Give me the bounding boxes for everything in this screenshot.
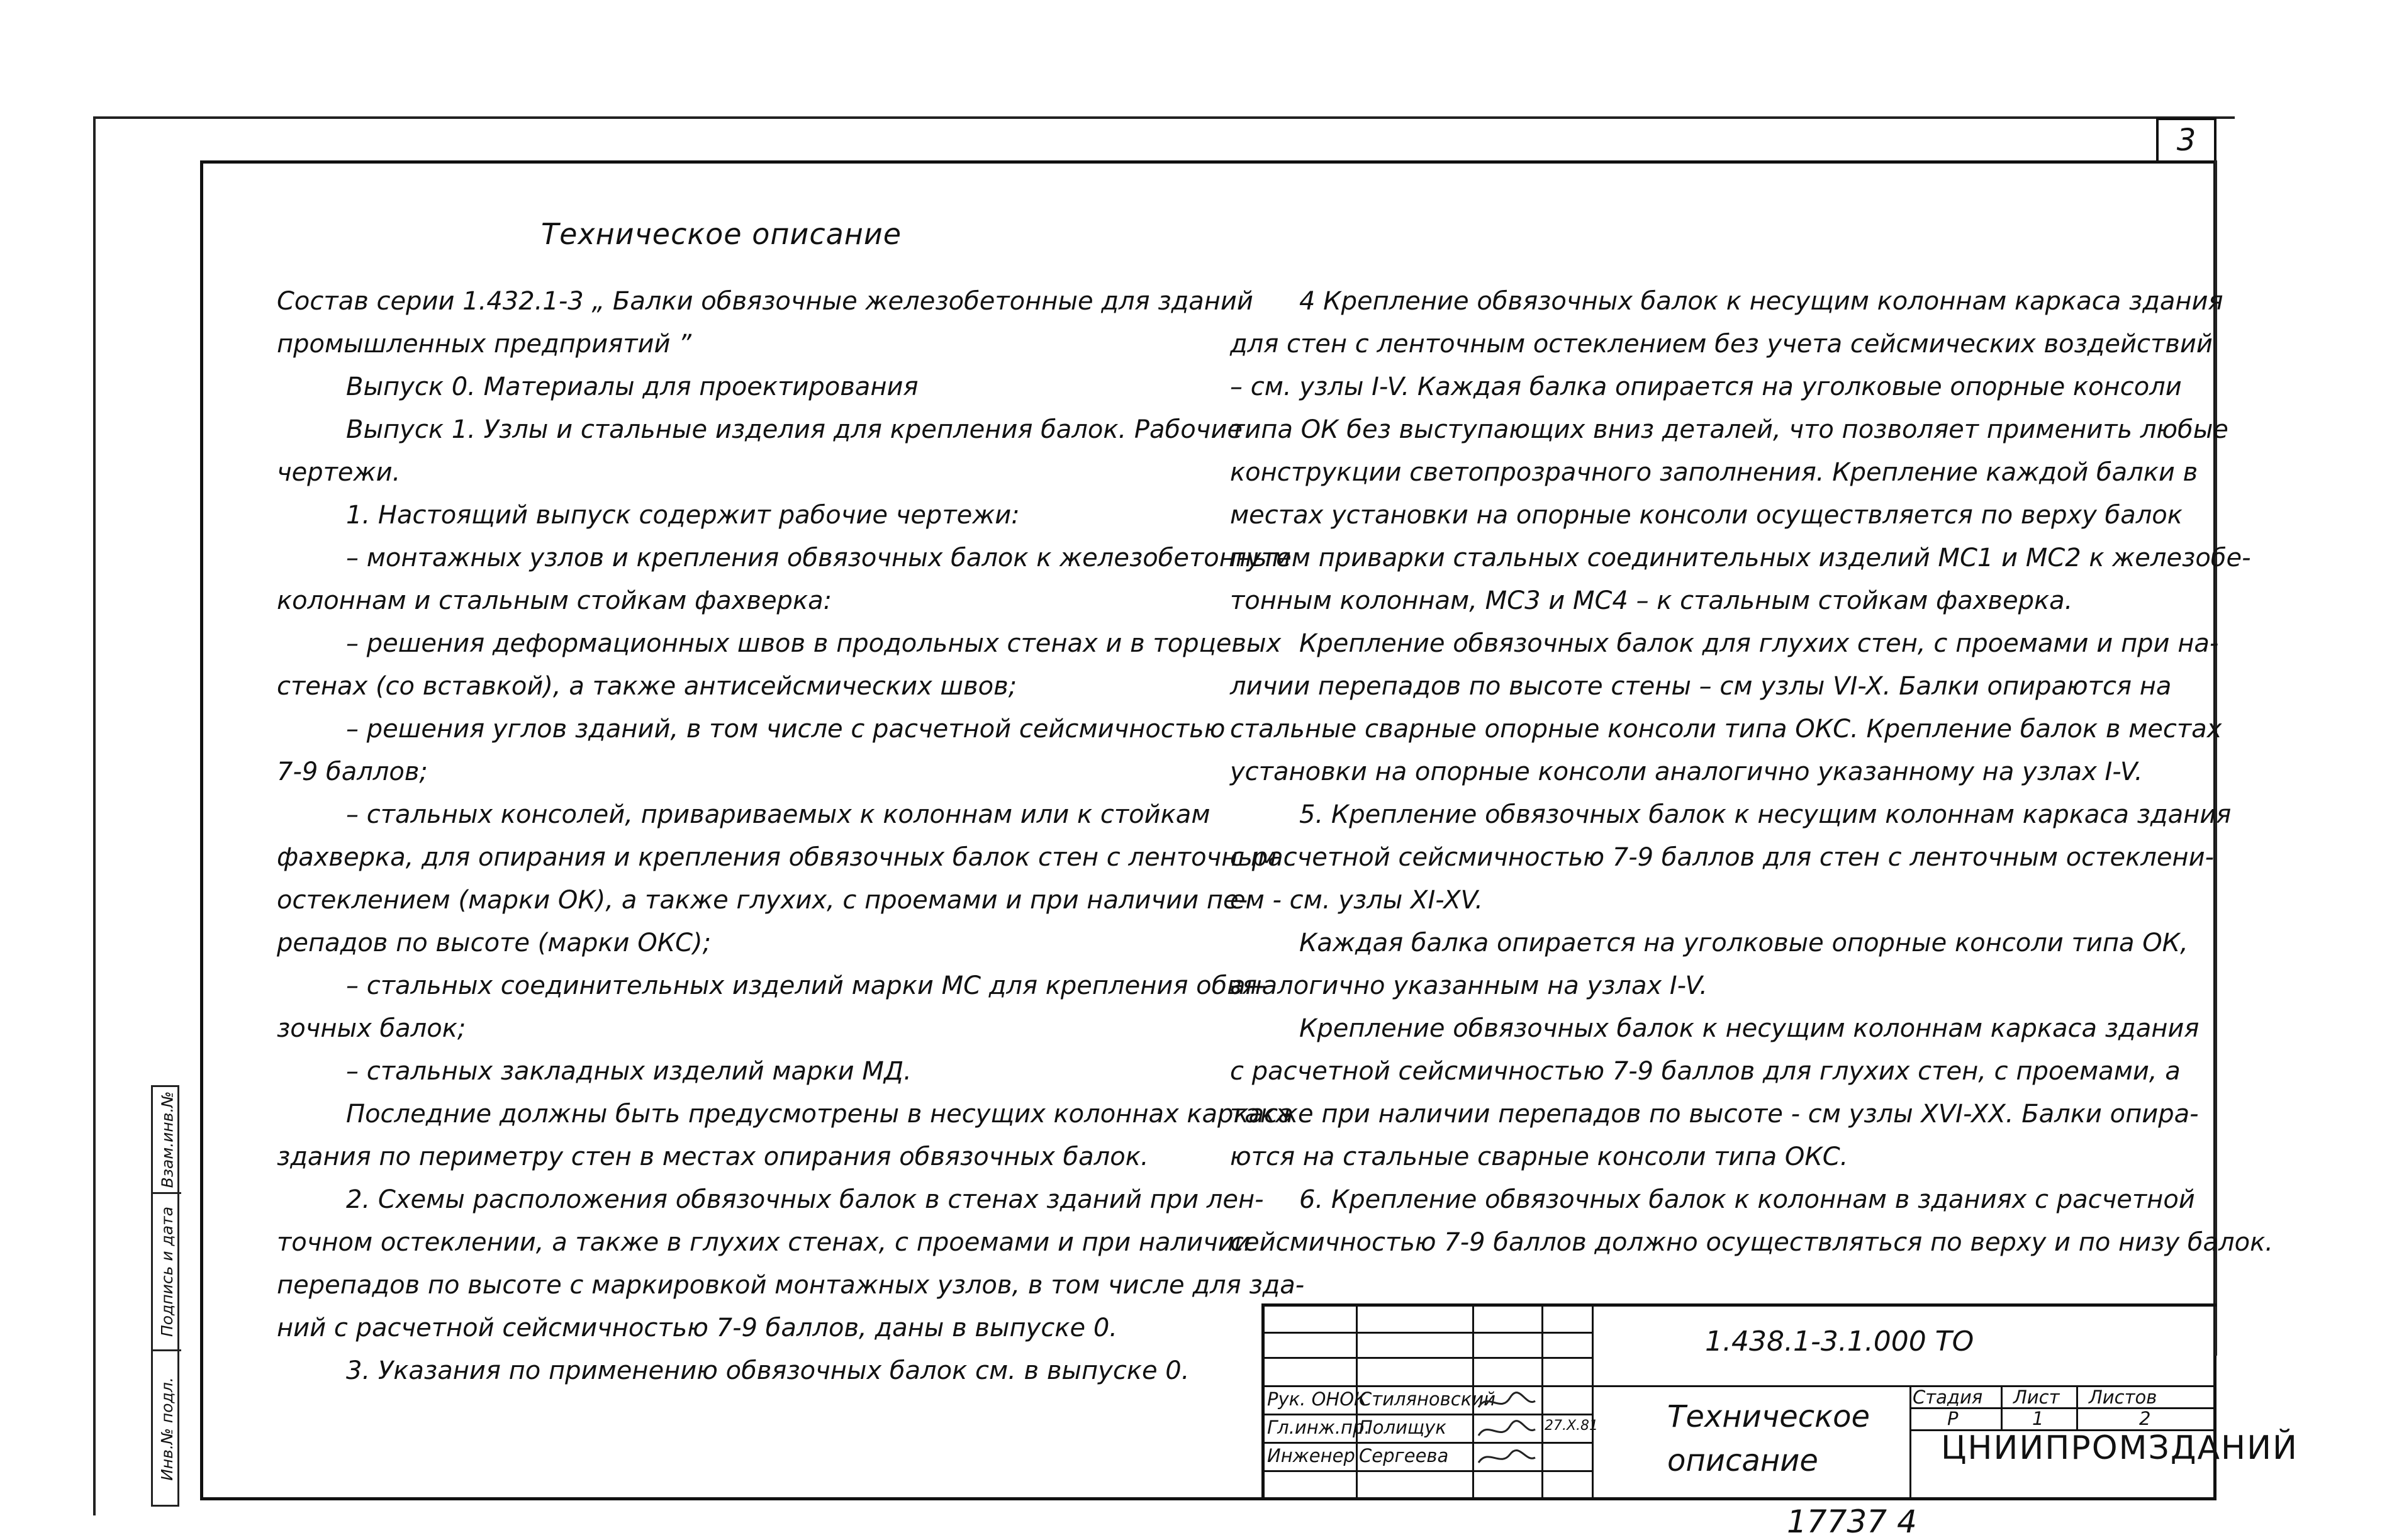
text-line: конструкции светопрозрачного заполнения. Крепление каждой балки в bbox=[1230, 458, 2198, 487]
text-line: местах установки на опорные консоли осуществляется по верху балок bbox=[1230, 501, 2183, 530]
text-line: – стальных консолей, привариваемых к колоннам или к стойкам bbox=[346, 800, 1210, 829]
organization-name: ЦНИИПРОМЗДАНИЙ bbox=[1941, 1429, 2298, 1467]
right-text-column bbox=[1230, 280, 2273, 1264]
text-line: – см. узлы I-V. Каждая балка опирается на уголковые опорные консоли bbox=[1230, 372, 2182, 401]
text-line: – решения углов зданий, в том числе с расчетной сейсмичностью bbox=[346, 715, 1226, 744]
text-line: типа ОК без выступающих вниз деталей, что позволяет применить любые bbox=[1230, 415, 2228, 444]
text-line: перепадов по высоте с маркировкой монтажных узлов, в том числе для зда- bbox=[277, 1271, 1305, 1300]
signature-icon bbox=[1475, 1388, 1538, 1470]
text-line: 4 Крепление обвязочных балок к несущим колоннам каркаса здания bbox=[1299, 287, 2223, 316]
sheets-label: Листов bbox=[2089, 1387, 2157, 1408]
text-line: зочных балок; bbox=[277, 1014, 466, 1043]
text-line: Выпуск 0. Материалы для проектирования bbox=[346, 372, 919, 401]
text-line: остеклением (марки ОК), а также глухих, с проемами и при наличии пе- bbox=[277, 886, 1248, 915]
text-line: колоннам и стальным стойкам фахверка: bbox=[277, 586, 832, 615]
text-line: репадов по высоте (марки ОКС); bbox=[277, 929, 712, 957]
text-line: ем - см. узлы XI-XV. bbox=[1230, 886, 1484, 915]
text-line: – монтажных узлов и крепления обвязочных балок к железобетонным bbox=[346, 544, 1291, 572]
side-stamp-cell: Инв.№ подл. bbox=[158, 1377, 176, 1481]
text-line: фахверка, для опирания и крепления обвязочных балок стен с ленточным bbox=[277, 843, 1277, 872]
role-label: Рук. ОНОК bbox=[1267, 1388, 1367, 1410]
text-line: путем приварки стальных соединительных изделий МС1 и МС2 к железобе- bbox=[1230, 544, 2251, 572]
side-stamp-cell: Взам.инв.№ bbox=[153, 1087, 181, 1194]
text-line: 6. Крепление обвязочных балок к колоннам в зданиях с расчетной bbox=[1299, 1185, 2195, 1214]
text-line: ются на стальные сварные консоли типа ОКС. bbox=[1230, 1142, 1848, 1171]
text-line: Состав серии 1.432.1-3 „ Балки обвязочные железобетонные для зданий bbox=[277, 287, 1253, 316]
text-line: здания по периметру стен в местах опирания обвязочных балок. bbox=[277, 1142, 1149, 1171]
sheet-number: 3 bbox=[2156, 118, 2216, 160]
role-label: Гл.инж.пр. bbox=[1267, 1417, 1370, 1438]
text-line: 1. Настоящий выпуск содержит рабочие чертежи: bbox=[346, 501, 1020, 530]
text-line: – решения деформационных швов в продольных стенах и в торцевых bbox=[346, 629, 1282, 658]
text-line: сейсмичностью 7-9 баллов должно осуществляться по верху и по низу балок. bbox=[1230, 1228, 2273, 1257]
text-line: для стен с ленточным остеклением без учета сейсмических воздействий bbox=[1230, 330, 2213, 359]
person-name: Стиляновский bbox=[1359, 1388, 1495, 1410]
text-line: промышленных предприятий ” bbox=[277, 330, 691, 359]
document-code: 1.438.1-3.1.000 ТО bbox=[1705, 1325, 1974, 1358]
text-line: Каждая балка опирается на уголковые опорные консоли типа ОК, bbox=[1299, 929, 2188, 957]
text-line: Выпуск 1. Узлы и стальные изделия для крепления балок. Рабочие bbox=[346, 415, 1243, 444]
text-line: Крепление обвязочных балок для глухих стен, с проемами и при на- bbox=[1299, 629, 2219, 658]
text-line: стальные сварные опорные консоли типа ОКС. Крепление балок в местах bbox=[1230, 715, 2222, 744]
text-line: 3. Указания по применению обвязочных балок см. в выпуске 0. bbox=[346, 1356, 1190, 1385]
text-line: аналогично указанным на узлах I-V. bbox=[1230, 971, 1708, 1000]
text-line: – стальных закладных изделий марки МД. bbox=[346, 1057, 912, 1086]
sign-date: 27.X.81 bbox=[1545, 1418, 1599, 1434]
text-line: – стальных соединительных изделий марки МС для крепления обвя- bbox=[346, 971, 1266, 1000]
side-stamp bbox=[151, 1085, 179, 1507]
sheet-value: 1 bbox=[2032, 1408, 2044, 1429]
text-line: с расчетной сейсмичностью 7-9 баллов для глухих стен, с проемами, а bbox=[1230, 1057, 2181, 1086]
text-line: стенах (со вставкой), а также антисейсмических швов; bbox=[277, 672, 1017, 701]
side-stamp-cell: Подпись и дата bbox=[153, 1194, 181, 1351]
text-line: также при наличии перепадов по высоте - см узлы XVI-XX. Балки опира- bbox=[1230, 1100, 2199, 1129]
text-line: 5. Крепление обвязочных балок к несущим колоннам каркаса здания bbox=[1299, 800, 2232, 829]
archive-number: 17737 4 bbox=[1787, 1504, 1917, 1540]
person-name: Полищук bbox=[1359, 1417, 1446, 1438]
title-block bbox=[1261, 1303, 2298, 1500]
role-label: Инженер bbox=[1267, 1445, 1355, 1466]
document-title: Техническое описание bbox=[1667, 1399, 1870, 1478]
stage-label: Стадия bbox=[1913, 1387, 1983, 1408]
person-name: Сергеева bbox=[1359, 1445, 1449, 1466]
sheet-label: Лист bbox=[2013, 1387, 2060, 1408]
text-line: тонным колоннам, МС3 и МС4 – к стальным стойкам фахверка. bbox=[1230, 586, 2073, 615]
sheets-value: 2 bbox=[2139, 1408, 2151, 1429]
text-line: Последние должны быть предусмотрены в несущих колоннах каркаса bbox=[346, 1100, 1294, 1129]
text-line: с расчетной сейсмичностью 7-9 баллов для стен с ленточным остеклени- bbox=[1230, 843, 2215, 872]
text-line: 7-9 баллов; bbox=[277, 757, 428, 786]
text-line: чертежи. bbox=[277, 458, 401, 487]
text-line: личии перепадов по высоте стены – см узлы VI-X. Балки опираются на bbox=[1230, 672, 2172, 701]
left-text-column bbox=[277, 280, 1304, 1392]
stage-value: Р bbox=[1947, 1408, 1959, 1429]
text-line: Крепление обвязочных балок к несущим колоннам каркаса здания bbox=[1299, 1014, 2200, 1043]
text-line: установки на опорные консоли аналогично указанному на узлах I-V. bbox=[1230, 757, 2143, 786]
page-title: Техническое описание bbox=[541, 217, 902, 251]
text-line: 2. Схемы расположения обвязочных балок в стенах зданий при лен- bbox=[346, 1185, 1264, 1214]
text-line: ний с расчетной сейсмичностью 7-9 баллов, даны в выпуске 0. bbox=[277, 1314, 1117, 1342]
text-line: точном остеклении, а также в глухих стенах, с проемами и при наличии bbox=[277, 1228, 1251, 1257]
